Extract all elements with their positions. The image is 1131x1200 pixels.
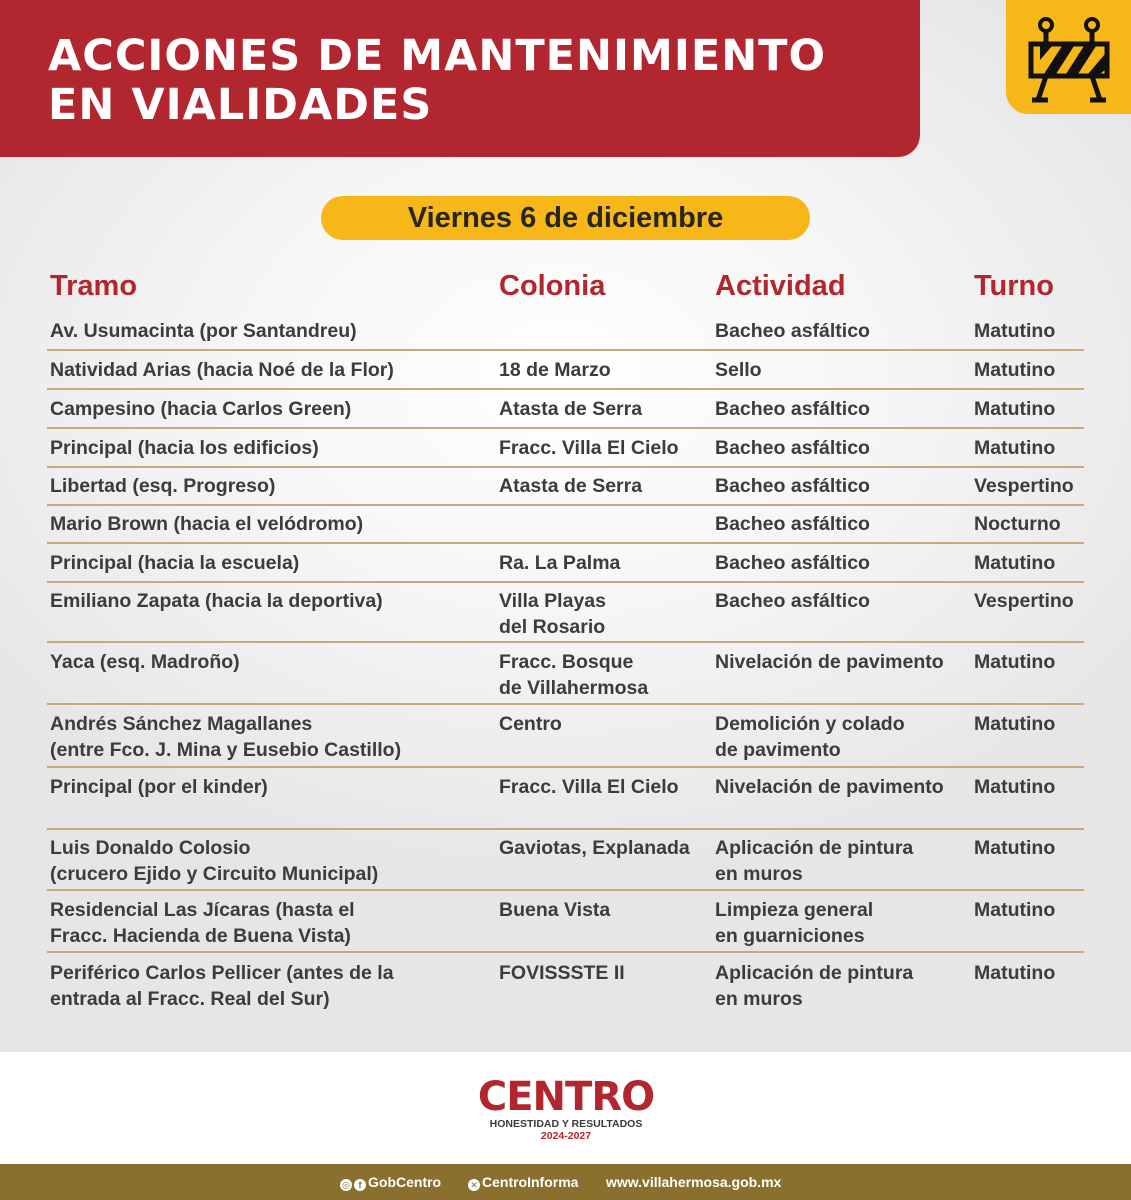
cell-actividad: Bacheo asfáltico	[715, 552, 870, 574]
cell-tramo: Natividad Arias (hacia Noé de la Flor)	[50, 359, 394, 381]
website-link[interactable]: www.villahermosa.gob.mx	[606, 1174, 782, 1190]
cell-actividad: Bacheo asfáltico	[715, 590, 870, 612]
social-centroinforma[interactable]	[468, 1174, 578, 1191]
cell-actividad: Limpieza general en guarniciones	[715, 899, 874, 947]
footer-bar	[0, 1164, 1131, 1200]
cell-turno: Matutino	[974, 962, 1056, 984]
cell-turno: Matutino	[974, 651, 1056, 673]
facebook-icon: f	[354, 1179, 366, 1191]
row-divider	[47, 703, 1084, 705]
cell-actividad: Nivelación de pavimento	[715, 776, 944, 798]
cell-actividad: Bacheo asfáltico	[715, 437, 870, 459]
cell-colonia: Gaviotas, Explanada	[499, 837, 690, 859]
cell-actividad: Aplicación de pintura en muros	[715, 962, 914, 1010]
social-centroinforma-label: CentroInforma	[482, 1174, 579, 1190]
social-gobcentro-label: GobCentro	[368, 1174, 442, 1190]
road-barrier-icon	[1028, 16, 1110, 104]
cell-turno: Matutino	[974, 398, 1056, 420]
cell-tramo: Campesino (hacia Carlos Green)	[50, 398, 352, 420]
cell-tramo: Av. Usumacinta (por Santandreu)	[50, 320, 357, 342]
cell-actividad: Nivelación de pavimento	[715, 651, 944, 673]
cell-tramo: Principal (hacia la escuela)	[50, 552, 300, 574]
cell-turno: Matutino	[974, 359, 1056, 381]
cell-actividad: Bacheo asfáltico	[715, 475, 870, 497]
header-badge	[1006, 0, 1131, 114]
cell-tramo: Emiliano Zapata (hacia la deportiva)	[50, 590, 383, 612]
social-gobcentro[interactable]	[340, 1174, 441, 1191]
cell-colonia: 18 de Marzo	[499, 359, 611, 381]
cell-colonia: Centro	[499, 713, 562, 735]
cell-turno: Nocturno	[974, 513, 1061, 535]
row-divider	[47, 951, 1084, 953]
cell-turno: Matutino	[974, 899, 1056, 921]
page-title-line1: ACCIONES DE MANTENIMIENTO	[48, 31, 827, 81]
cell-actividad: Bacheo asfáltico	[715, 320, 870, 342]
centro-logo	[470, 1076, 662, 1143]
row-divider	[47, 427, 1084, 429]
cell-turno: Matutino	[974, 552, 1056, 574]
cell-colonia: Buena Vista	[499, 899, 611, 921]
cell-colonia: Atasta de Serra	[499, 398, 643, 420]
cell-actividad: Aplicación de pintura en muros	[715, 837, 914, 885]
logo-slogan: HONESTIDAD Y RESULTADOS	[489, 1118, 643, 1130]
cell-turno: Matutino	[974, 437, 1056, 459]
row-divider	[47, 466, 1084, 468]
cell-actividad: Demolición y colado de pavimento	[715, 713, 905, 761]
cell-colonia: FOVISSSTE II	[499, 962, 625, 984]
cell-colonia: Ra. La Palma	[499, 552, 621, 574]
row-divider	[47, 504, 1084, 506]
page-title-line2: EN VIALIDADES	[48, 80, 433, 130]
cell-turno: Vespertino	[974, 590, 1074, 612]
cell-turno: Vespertino	[974, 475, 1074, 497]
cell-tramo: Luis Donaldo Colosio (crucero Ejido y Circuito Municipal)	[50, 837, 379, 885]
cell-turno: Matutino	[974, 776, 1056, 798]
cell-colonia: Fracc. Villa El Cielo	[499, 437, 679, 459]
x-icon: ✕	[468, 1179, 480, 1191]
date-pill: Viernes 6 de diciembre	[321, 196, 810, 240]
row-divider	[47, 581, 1084, 583]
cell-turno: Matutino	[974, 320, 1056, 342]
cell-actividad: Sello	[715, 359, 762, 381]
cell-tramo: Yaca (esq. Madroño)	[50, 651, 240, 673]
cell-tramo: Andrés Sánchez Magallanes (entre Fco. J. Mina y Eusebio Castillo)	[50, 713, 402, 761]
logo-years: 2024-2027	[540, 1130, 592, 1142]
cell-turno: Matutino	[974, 713, 1056, 735]
cell-actividad: Bacheo asfáltico	[715, 513, 870, 535]
column-header-tramo: Tramo	[50, 270, 138, 302]
header-banner	[0, 0, 920, 157]
row-divider	[47, 828, 1084, 830]
row-divider	[47, 542, 1084, 544]
row-divider	[47, 641, 1084, 643]
cell-colonia: Villa Playas del Rosario	[499, 590, 606, 638]
row-divider	[47, 349, 1084, 351]
column-header-colonia: Colonia	[499, 270, 606, 302]
column-header-turno: Turno	[974, 270, 1054, 302]
cell-tramo: Residencial Las Jícaras (hasta el Fracc. Hacienda de Buena Vista)	[50, 899, 355, 947]
cell-tramo: Principal (hacia los edificios)	[50, 437, 319, 459]
cell-colonia: Fracc. Villa El Cielo	[499, 776, 679, 798]
cell-tramo: Mario Brown (hacia el velódromo)	[50, 513, 364, 535]
cell-tramo: Principal (por el kinder)	[50, 776, 268, 798]
logo-name: CENTRO	[477, 1074, 655, 1120]
row-divider	[47, 766, 1084, 768]
column-header-actividad: Actividad	[715, 270, 846, 302]
cell-tramo: Periférico Carlos Pellicer (antes de la entrada al Fracc. Real del Sur)	[50, 962, 394, 1010]
row-divider	[47, 388, 1084, 390]
cell-colonia: Fracc. Bosque de Villahermosa	[499, 651, 649, 699]
row-divider	[47, 889, 1084, 891]
cell-actividad: Bacheo asfáltico	[715, 398, 870, 420]
cell-tramo: Libertad (esq. Progreso)	[50, 475, 276, 497]
instagram-icon: ◎	[340, 1179, 352, 1191]
cell-colonia: Atasta de Serra	[499, 475, 643, 497]
cell-turno: Matutino	[974, 837, 1056, 859]
